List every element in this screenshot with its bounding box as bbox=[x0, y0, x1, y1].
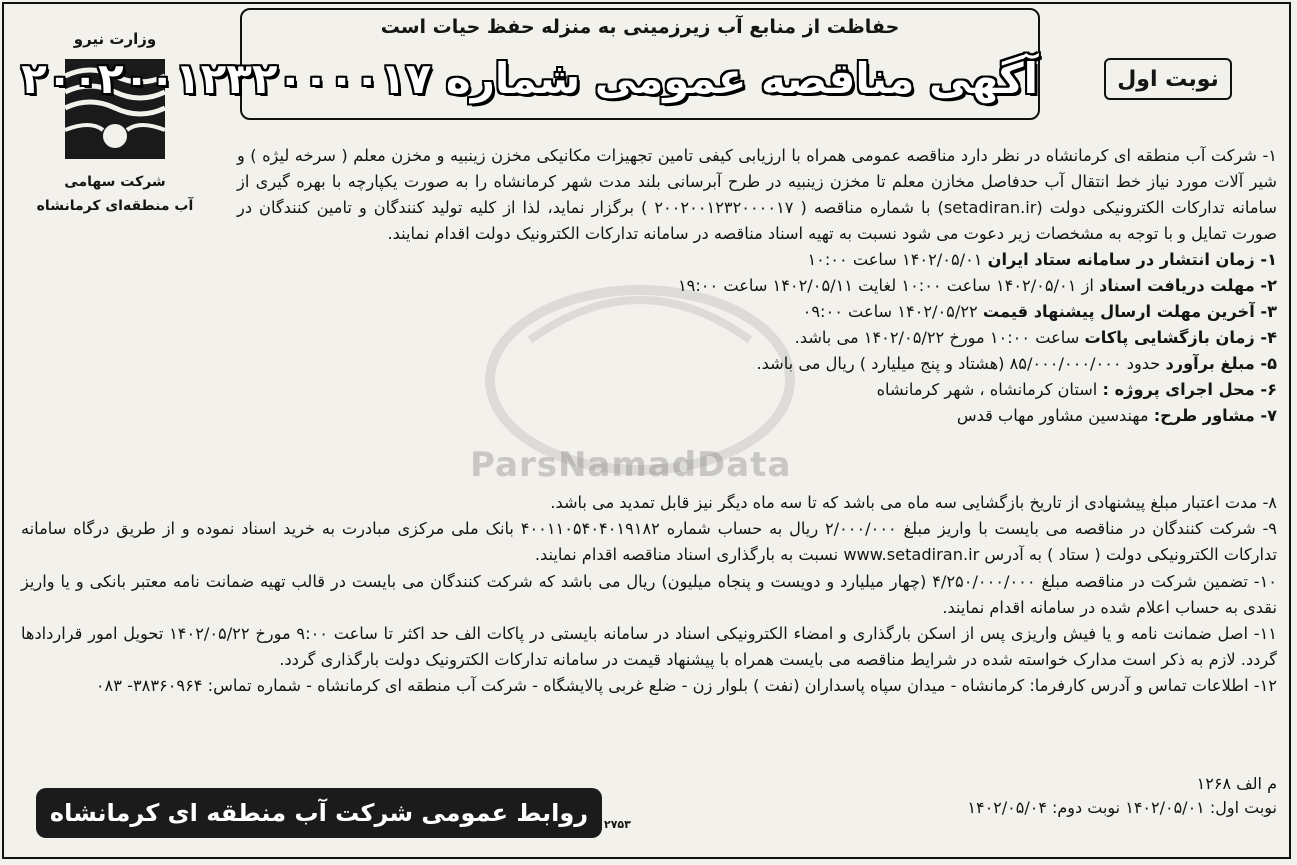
clause-paragraph: ۱۰- تضمین شرکت در مناقصه مبلغ ۴/۲۵۰/۰۰۰/۰۰۰ (چهار میلیارد و دویست و پنجاه میلیون) ریال می باشد که شرکت کنندگان می بایست در قالب تهیه ضمانت نامه معتبر بانکی و یا واریز نقدی به حساب اعلام شده در سامانه اقدام نمایند. bbox=[21, 571, 1277, 617]
nobat-badge: نوبت اول bbox=[1104, 58, 1232, 100]
intro-paragraph: ۱- شرکت آب منطقه ای کرمانشاه در نظر دارد مناقصه عمومی همراه با ارزیابی کیفی تامین تجهیزات مکانیکی مخزن زینبیه و مخزن معلم ( سرخه لیژه ) و شیر آلات مورد نیاز خط انتقال آب حدفاصل مخازن معلم تا مخزن زینبیه در طرح آبرسانی بلند مدت شهر کرمانشاه را به صورت یکپارچه با بهره گیری از سامانه تدارکات الکترونیکی دولت (setadiran.ir) با شماره مناقصه ( ۲۰۰۲۰۰۱۲۳۲۰۰۰۰۱۷ ) برگزار نماید، لذا از کلیه تولید کنندگان و تامین کنندگان در صورت تمایل و با توجه به مشخصات زیر دعوت می شود نسبت به تهیه اسناد مناقصه در سامانه تدارکات الکترونیک دولت اقدام نمایند. bbox=[237, 146, 1277, 243]
notice-body bbox=[237, 143, 1277, 429]
public-relations-banner: روابط عمومی شرکت آب منطقه ای کرمانشاه bbox=[36, 788, 602, 838]
logo-ministry: وزارت نیرو bbox=[73, 30, 157, 48]
list-item: ۴- زمان بازگشایی پاکات ساعت ۱۰:۰۰ مورخ ۱۴۰۲/۰۵/۲۲ می باشد. bbox=[794, 328, 1277, 347]
clause-paragraph: ۱۲- اطلاعات تماس و آدرس کارفرما: کرمانشاه - میدان سپاه پاسداران (نفت ) بلوار زن - ضلع غربی پالایشگاه - شرکت آب منطقه ای کرمانشاه - شماره تماس: ۳۸۳۶۰۹۶۴- ۰۸۳ bbox=[95, 676, 1277, 696]
notice-title: آگهی مناقصه عمومی شماره ۲۰۰۲۰۰۱۲۳۲۰۰۰۰۱۷ bbox=[21, 54, 1038, 103]
logo-company-line2: آب منطقه‌ای کرمانشاه bbox=[36, 198, 194, 214]
notice-clauses bbox=[21, 490, 1277, 700]
list-item: ۲- مهلت دریافت اسناد از ۱۴۰۲/۰۵/۰۱ ساعت ۱۰:۰۰ لغایت ۱۴۰۲/۰۵/۱۱ ساعت ۱۹:۰۰ bbox=[677, 276, 1277, 295]
ad-code: ۲۷۵۳ bbox=[604, 818, 631, 831]
watermark-text: ParsNamadData bbox=[470, 445, 792, 485]
clause-paragraph: ۹- شرکت کنندگان در مناقصه می بایست با واریز مبلغ ۲/۰۰۰/۰۰۰ ریال به حساب شماره ۴۰۰۱۱۰۵۴۰۴۰۱۹۱۸۲ بانک ملی مرکزی مبادرت به خرید اسناد نموده و از طریق درگاه سامانه تدارکات الکترونیکی دولت ( ستاد ) به آدرس www.setadiran.ir نسبت به بارگذاری اسناد مناقصه اقدام نمایند. bbox=[21, 519, 1277, 565]
footer-info bbox=[967, 772, 1277, 820]
footer-ref: م الف ۱۲۶۸ bbox=[1196, 774, 1277, 793]
list-item: ۱- زمان انتشار در سامانه ستاد ایران ۱۴۰۲/۰۵/۰۱ ساعت ۱۰:۰۰ bbox=[807, 250, 1277, 269]
list-item: ۳- آخرین مهلت ارسال پیشنهاد قیمت ۱۴۰۲/۰۵/۲۲ ساعت ۰۹:۰۰ bbox=[802, 302, 1277, 321]
clause-paragraph: ۱۱- اصل ضمانت نامه و یا فیش واریزی پس از اسکن بارگذاری و امضاء الکترونیکی اسناد در سامانه بایستی در پاکات الف حد اکثر تا ساعت ۹:۰۰ مورخ ۱۴۰۲/۰۵/۲۲ تحویل امور قراردادها گردد. لازم به ذکر است مدارک خواسته شده در شرایط مناقصه می بایست همراه با پیشنهاد قیمت در سامانه تدارکات الکترونیک دولت بارگذاری گردد. bbox=[21, 624, 1277, 670]
logo-company-line1: شرکت سهامی bbox=[64, 174, 166, 190]
list-item: ۷- مشاور طرح: مهندسین مشاور مهاب قدس bbox=[956, 406, 1277, 425]
list-item: ۶- محل اجرای پروژه : استان کرمانشاه ، شهر کرمانشاه bbox=[876, 380, 1277, 399]
list-item: ۵- مبلغ برآورد حدود ۸۵/۰۰۰/۰۰۰/۰۰۰ (هشتاد و پنج میلیارد ) ریال می باشد. bbox=[756, 354, 1277, 373]
slogan: حفاظت از منابع آب زیرزمینی به منزله حفظ حیات است bbox=[380, 16, 900, 38]
footer-dates: نوبت اول: ۱۴۰۲/۰۵/۰۱ نوبت دوم: ۱۴۰۲/۰۵/۰۴ bbox=[967, 798, 1277, 817]
clause-paragraph: ۸- مدت اعتبار مبلغ پیشنهادی از تاریخ بازگشایی سه ماه می باشد که تا سه ماه دیگر نیز قابل تمدید می باشد. bbox=[550, 493, 1277, 512]
